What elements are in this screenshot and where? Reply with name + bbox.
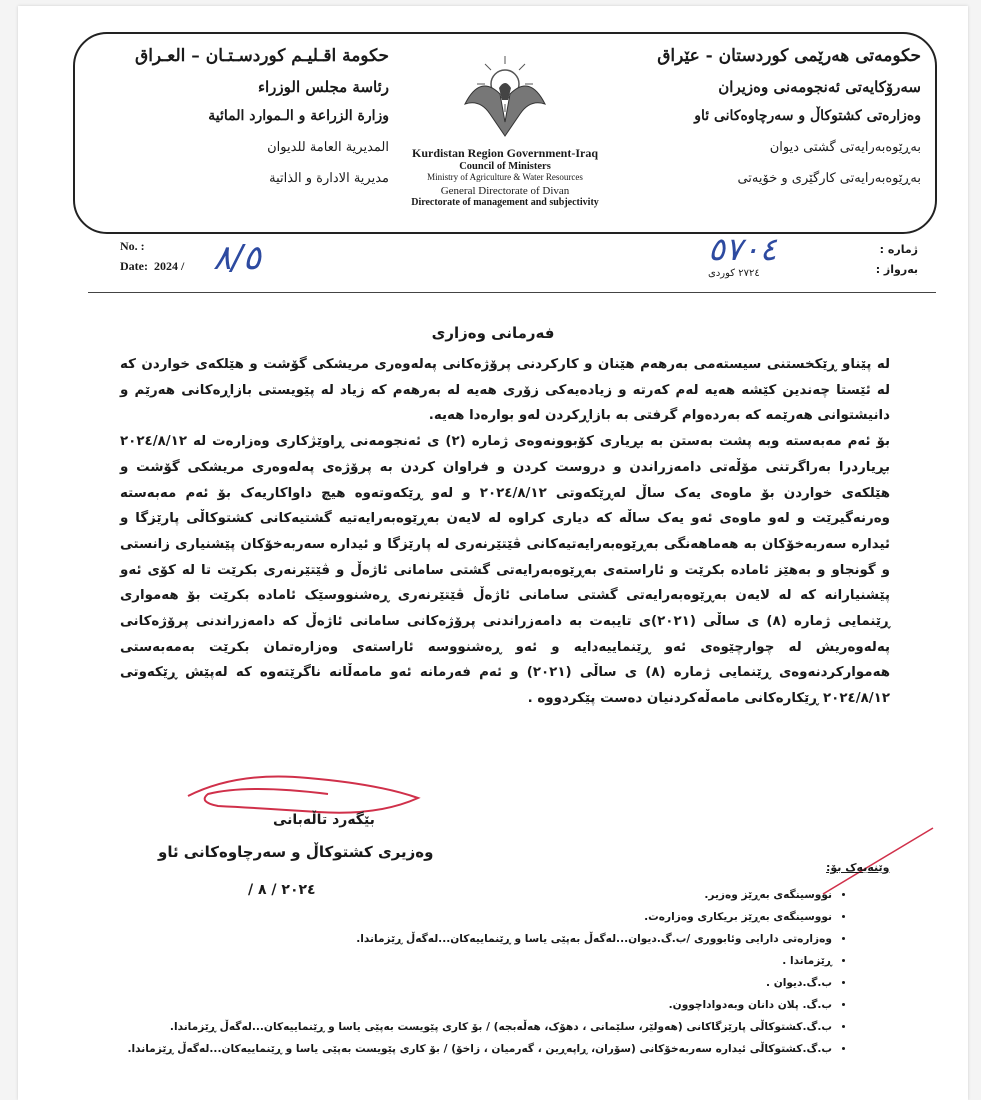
list-item: • نووسینگەی بەڕێز وەزیر. — [127, 884, 832, 906]
kurdish-reference-meta — [858, 240, 918, 280]
kurdish-year: ٢٧٢٤ كوردى — [708, 268, 760, 279]
document-body — [120, 352, 890, 712]
number-label: No. : — [120, 239, 145, 253]
kurdish-line-2: سەرۆكايەتى ئەنجومەنى وەزيران — [718, 78, 921, 96]
arabic-line-2: رئاسة مجلس الوزراء — [257, 78, 389, 96]
arabic-line-5: مديرية الادارة و الذاتية — [269, 171, 389, 186]
document-page — [18, 6, 968, 1100]
signature-scribble-icon — [178, 766, 438, 846]
distribution-title: وێنەیەک بۆ: — [826, 861, 890, 874]
english-line-1: Kurdistan Region Government-Iraq — [412, 146, 598, 160]
date-label: Date: — [120, 259, 148, 273]
arabic-line-3: وزارة الزراعة و الـموارد المائية — [208, 108, 389, 124]
reference-meta — [120, 236, 184, 276]
handwritten-reference-number: ٥٧٠٤ — [708, 230, 777, 268]
header-divider — [88, 292, 936, 293]
kurdish-line-5: بەڕێوەبەرايەتى كارگێرى و خۆيەتى — [737, 171, 921, 186]
english-line-5: Directorate of management and subjectivity — [411, 197, 599, 208]
kurdish-date-label: بەرواز : — [875, 263, 918, 276]
document-title: فەرمانى وەزارى — [431, 324, 555, 342]
english-line-3: Ministry of Agriculture & Water Resources — [427, 172, 583, 182]
handwritten-date: ٨/٥ — [213, 238, 261, 278]
list-item: • وەزارەتی دارایی وئابووری /ب.گ.دیوان...لەگەڵ بەپێی یاسا و ڕێنماییەکان...لەگەڵ ڕێزماندا. — [127, 928, 832, 950]
letterhead-frame — [73, 32, 937, 234]
letterhead-english — [375, 146, 635, 208]
signatory-name: بێگەرد تاڵەبانی — [273, 812, 375, 828]
body-paragraph-2: بۆ ئەم مەبەستە وبە پشت بەستن بە بڕیاری کۆبوونەوەی ژمارە (٢) ی ئەنجومەنی ڕاوێژکاری وەزارەت لە ٢٠٢٤/٨/١٢ بڕیاردرا بەراگرتنی مۆڵەتی دامەزراندن و دروست کردن و فراوان کردن بە پرۆژەی پەلەوەری مریشکی گۆشت و هێلکەی خواردن بۆ ماوەی یەک ساڵ لەڕێکەوتی ٢٠٢٤/٨/١٢ و لەو ڕێکەوتەوە هیچ داواکاریەک بۆ ئەم مەبەستە وەرنەگیرێت و لەو ماوەی ئەو یەک ساڵە کە دیاری کراوە لە لایەن بەڕێوەبەرایەتیە گشتیەکانی کشتوکاڵی پارێزگا و ئیدارە سەربەخۆکان بە هەماهەنگی بەڕێوەبەرایەتیەکانی ڤێتێرنەری لە پارێزگا و ئیدارە سەربەخۆکان پێشنیاری زانستی و گونجاو و بەهێز ئامادە بکرێت و ئاراستەی بەڕێوەبەرایەتی گشتی سامانی ئاژەڵ و ڤێتێرنەری بکرێت تا لە کۆی ئەو پێشنیارانە کە لە لایەن بەڕێوەبەرایەتی گشتی سامانی ئاژەڵ ڤێتێرنەری ڕەشنووسێک ئامادە بکرێت بۆ هەمواری ڕێنمایی ژمارە (٨) ی ساڵی (٢٠٢١)ی تایبەت بە دامەزراندنی پرۆژەکانی سامانی ئاژەڵ کە دامەزراندنی پرۆژەکانی پەلەوەریش لە چوارچێوەی ئەو ڕێنماییەدایە و ئەو ڕەشنووسە ئاراستەی وەزارەتمان بکرێت بەمەبەستی هەموارکردنەوەی ڕێنمایی ژمارە (٨) ی ساڵی (٢٠٢١) و ئەم فەرمانە ئەو مامەڵانە ناگرێتەوە کە لەپێش ڕێکەوتی ٢٠٢٤/٨/١٢ ڕێکارەکانی مامەڵەکردنیان دەست پێکردووە . — [120, 434, 891, 707]
kurdish-number-label: ژمارە : — [879, 243, 918, 256]
date-year: 2024 / — [153, 259, 185, 273]
kurdish-line-4: بەڕێوەبەرايەتى گشتى ديوان — [769, 140, 921, 155]
list-item: • ب.گ.کشتوکاڵی ئیدارە سەربەخۆکانی (سۆران، ڕاپەڕین ، گەرمیان ، زاخۆ) / بۆ کاری پێویست بەپێی یاسا و ڕێنماییەکان...لەگەڵ ڕێزماندا. — [127, 1038, 832, 1060]
english-line-4: General Directorate of Divan — [440, 185, 570, 197]
english-line-2: Council of Ministers — [459, 161, 551, 172]
arabic-line-4: المديرية العامة للديوان — [267, 140, 389, 155]
list-item: • نووسینگەی بەڕێز بریکاری وەزارەت. — [127, 906, 832, 928]
distribution-list — [127, 884, 850, 1060]
list-item: • ب.گ. پلان دانان وبەدواداچوون. — [127, 994, 832, 1016]
kurdistan-emblem-icon — [445, 44, 565, 144]
signature-date: ٢٠٢٤ / ٨ / — [248, 882, 316, 898]
letterhead-kurdish — [621, 42, 921, 186]
letterhead-arabic — [89, 42, 389, 186]
list-item: • ڕێزماندا . — [127, 950, 832, 972]
body-paragraph-1: لە پێناو ڕێکخستنی سیستەمی بەرهەم هێنان و کارکردنی پرۆژەکانی پەلەوەری مریشکی گۆشت و هێلکەی خواردن کە لە ئێستا چەندین کێشە هەیە لەم کەرتە و زیادەیەکی زۆری هەیە لە بەرهەم کە زیاد لە پێویستی بازاڕەکانی هەرێم و دانیشتوانی هەرێمە کە بەردەوام گرفتی بە بازاڕکردن لەو بوارەدا هەیە. — [120, 357, 890, 424]
signatory-title: وەزیری کشتوکاڵ و سەرچاوەکانی ئاو — [158, 843, 434, 861]
kurdish-line-3: وەزارەتى كشتوكاڵ و سەرچاوەكانى ئاو — [694, 108, 921, 124]
arabic-line-1: حكومة اقـليـم كوردسـتـان – العـراق — [135, 46, 389, 66]
list-item: • ب.گ.کشتوکاڵی پارێزگاکانی (هەولێر، سلێمانی ، دهۆک، هەڵەبجە) / بۆ کاری پێویست بەپێی یاسا و ڕێنماییەکان...لەگەڵ ڕێزماندا. — [127, 1016, 832, 1038]
list-item: • ب.گ.دیوان . — [127, 972, 832, 994]
kurdish-line-1: حكومەتى هەرێمى كوردستان - عێراق — [657, 46, 921, 66]
